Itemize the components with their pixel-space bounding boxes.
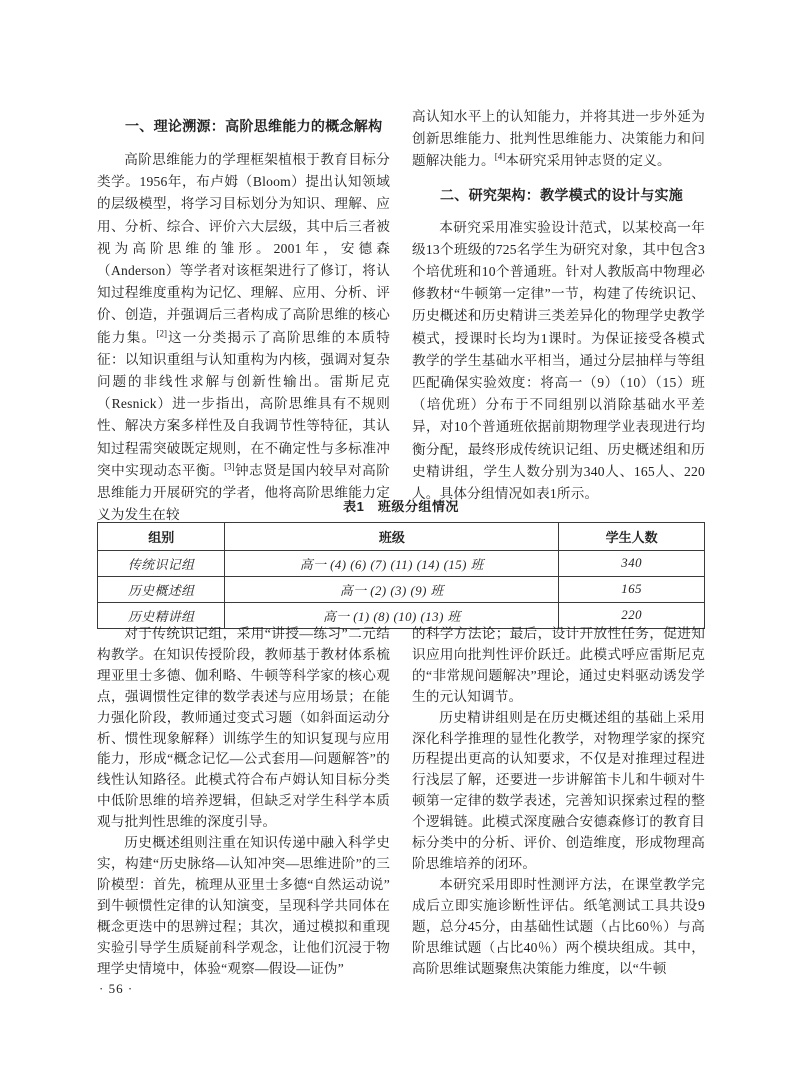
table-1-block bbox=[97, 496, 705, 629]
page-number: · 56 · bbox=[99, 981, 134, 996]
table-cell-classes: 高一 (1) (8) (10) (13) 班 bbox=[225, 603, 559, 629]
footnote-ref-4: [4] bbox=[494, 151, 506, 162]
paragraph-1-text-a: 高阶思维能力的学理框架植根于教育目标分类学。1956年，布卢姆（Bloom）提出认知领域的层级模型，将学习目标划分为知识、理解、应用、分析、综合、评价六大层级，其中后三者被视为高阶思维的雏形。2001年，安德森（Anderson）等学者对该框架进行了修订，将认知过程维度重构为记忆、理解、应用、分析、评价、创造，并强调后三者构成了高阶思维的核心能力集。 bbox=[97, 152, 390, 345]
column-right-top bbox=[412, 106, 705, 526]
paragraph-2: 本研究采用准实验设计范式，以某校高一年级13个班级的725名学生为研究对象，其中包含3个培优班和10个普通班。针对人教版高中物理必修教材“牛顿第一定律”一节，构建了传统识记、历史概述和历史精讲三类差异化的物理学史教学模式，授课时长均为1课时。为保证接受各模式教学的学生基础水平相当，通过分层抽样与等组匹配确保实验效度：将高一（9）（10）（15）班（培优班）分布于不同组别以消除基础水平差异，对10个普通班依据前期物理学业表现进行均衡分配，最终形成传统识记组、历史概述组和历史精讲组，学生人数分别为340人、165人、220人。具体分组情况如表1所示。 bbox=[412, 219, 705, 502]
column-right-bottom bbox=[412, 624, 705, 979]
paragraph-4: 历史概述组则注重在知识传递中融入科学史实，构建“历史脉络—认知冲突—思维进阶”的三阶模型：首先，梳理从亚里士多德“自然运动说”到牛顿惯性定律的认知演变，呈现科学共同体在概念更迭中的思辨过程；其次，通过模拟和重现实验引导学生质疑前科学观念，让他们沉浸于物理学史情境中，体验“观察—假设—证伪” bbox=[97, 835, 390, 976]
paragraph-5: 历史精讲组则是在历史概述组的基础上采用深化科学推理的显性化教学，对物理学家的探究历程提出更高的认知要求，不仅是对推理过程进行浅层了解，还要进一步讲解笛卡儿和牛顿对牛顿第一定律的数学表述，完善知识探索过程的整个逻辑链。此模式深度融合安德森修订的教育目标分类中的分析、评价、创造维度，形成物理高阶思维培养的闭环。 bbox=[412, 709, 705, 871]
column-left-bottom bbox=[97, 624, 390, 979]
footnote-ref-2: [2] bbox=[156, 328, 167, 339]
table-row bbox=[98, 577, 705, 603]
table-cell-group: 传统识记组 bbox=[98, 551, 225, 577]
table-cell-count: 340 bbox=[559, 551, 705, 577]
table-header-count: 学生人数 bbox=[559, 523, 705, 551]
table-cell-classes: 高一 (4) (6) (7) (11) (14) (15) 班 bbox=[225, 551, 559, 577]
paragraph-1-cont-text-b: 本研究采用钟志贤的定义。 bbox=[505, 153, 671, 169]
section-heading-1: 一、理论溯源：高阶思维能力的概念解构 bbox=[125, 118, 383, 134]
paragraph-4-continued: 的科学方法论；最后，设计开放性任务，促进知识应用向批判性评价跃迁。此模式呼应雷斯尼克的“非常规问题解决”理论，通过史料驱动诱发学生的元认知调节。 bbox=[412, 626, 705, 704]
paragraph-1-text-c: 钟志贤是国内较早对高阶思维能力开展研究的学者，他将高阶思维能力定义为发生在较 bbox=[97, 462, 390, 523]
paragraph-1 bbox=[97, 149, 390, 526]
table-cell-group: 历史概述组 bbox=[98, 577, 225, 603]
table-1-title: 表1 班级分组情况 bbox=[343, 499, 459, 514]
paragraph-6: 本研究采用即时性测评方法，在课堂教学完成后立即实施诊断性评估。纸笔测试工具共设9题，总分45分，由基础性试题（占比60％）与高阶思维试题（占比40％）两个模块组成。其中，高阶思维试题聚焦决策能力维度，以“牛顿 bbox=[412, 876, 705, 976]
paragraph-1-continued bbox=[412, 106, 705, 173]
section-heading-2: 二、研究架构：教学模式的设计与实施 bbox=[440, 186, 684, 203]
paragraph-1-text-b: 这一分类揭示了高阶思维的本质特征：以知识重组与认知重构为内核，强调对复杂问题的非线性求解与创新性输出。雷斯尼克（Resnick）进一步指出，高阶思维具有不规则性、解决方案多样性及自我调节性等特征，其认知过程需突破既定规则，在不确定性与多标准冲突中实现动态平衡。 bbox=[97, 329, 390, 478]
table-header-group: 组别 bbox=[98, 523, 225, 551]
table-cell-classes: 高一 (2) (3) (9) 班 bbox=[225, 577, 559, 603]
column-left-top bbox=[97, 106, 390, 526]
table-cell-count: 220 bbox=[559, 603, 705, 629]
table-1 bbox=[97, 522, 705, 629]
table-header-row bbox=[98, 523, 705, 551]
footnote-ref-3: [3] bbox=[224, 461, 235, 472]
table-cell-group: 历史精讲组 bbox=[98, 603, 225, 629]
table-cell-count: 165 bbox=[559, 577, 705, 603]
table-header-classes: 班级 bbox=[225, 523, 559, 551]
bottom-columns bbox=[97, 624, 705, 979]
paragraph-3: 对于传统识记组，采用“讲授—练习”二元结构教学。在知识传授阶段，教师基于教材体系梳理亚里士多德、伽利略、牛顿等科学家的核心观点，强调惯性定律的数学表述与应用场景；在能力强化阶段，教师通过变式习题（如斜面运动分析、惯性现象解释）训练学生的知识复现与应用能力，形成“概念记忆—公式套用—问题解答”的线性认知路径。此模式符合布卢姆认知目标分类中低阶思维的培养逻辑，但缺乏对学生科学本质观与批判性思维的深度引导。 bbox=[97, 626, 390, 830]
top-columns bbox=[97, 106, 705, 526]
paragraph-1-cont-text-a: 高认知水平上的认知能力，并将其进一步外延为创新思维能力、批判性思维能力、决策能力和问题解决能力。 bbox=[412, 109, 705, 169]
table-row bbox=[98, 551, 705, 577]
